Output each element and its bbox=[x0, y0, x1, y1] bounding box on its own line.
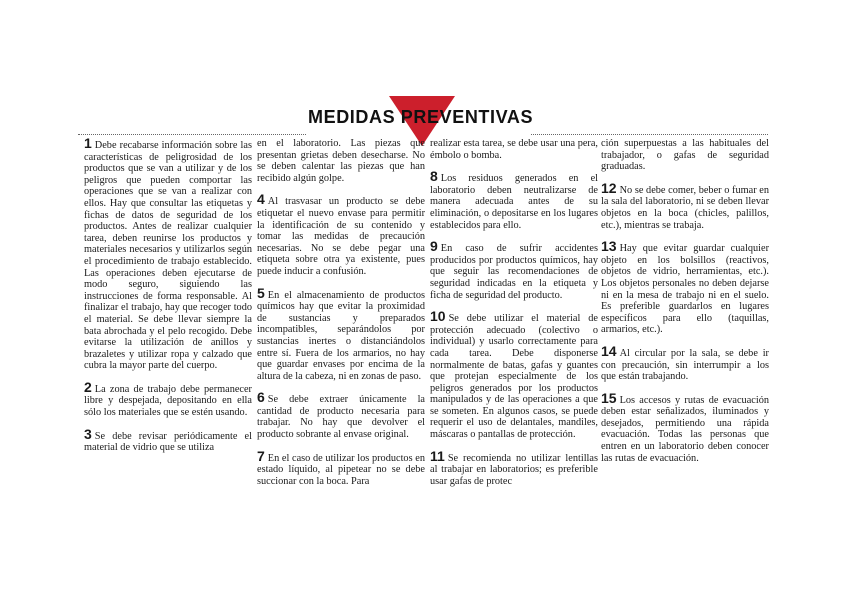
measure-item bbox=[257, 447, 425, 488]
item-text: En el caso de utilizar los productos en estado líquido, al pipetear no se debe succionar con la boca. Para bbox=[257, 452, 425, 487]
item-number: 7 bbox=[257, 447, 265, 464]
page-title: MEDIDAS PREVENTIVAS bbox=[308, 107, 534, 127]
column-3 bbox=[430, 138, 598, 497]
measure-item bbox=[430, 238, 598, 301]
item-text: Los residuos generados en el laboratorio deben neutralizarse de manera adecuada antes de su eliminación, o depositarse en los lugares establecidos para ello. bbox=[430, 173, 598, 231]
item-number: 6 bbox=[257, 389, 265, 406]
item-number: 9 bbox=[430, 238, 438, 255]
item-number: 10 bbox=[430, 308, 446, 325]
measure-item bbox=[601, 389, 769, 465]
dotted-rule-left bbox=[78, 134, 306, 135]
item-number: 11 bbox=[430, 447, 445, 464]
item-text: Al circular por la sala, se debe ir con precaución, sin interrumpir a los que están trabajando. bbox=[601, 347, 769, 383]
measure-item bbox=[601, 179, 769, 231]
measure-item bbox=[257, 389, 425, 441]
continued-text: en el laboratorio. Las piezas que presentan grietas deben desecharse. No se deben calentar las piezas que han recibido algún golpe. bbox=[257, 138, 425, 184]
measure-item bbox=[430, 308, 598, 441]
measure-item bbox=[430, 447, 598, 488]
column-2 bbox=[257, 138, 425, 497]
item-text: Al trasvasar un producto se debe etiquetar el nuevo envase para permitir la identificación de su contenido y tomar las medidas de precaución necesarias. No se debe pegar una etiqueta sobre otra ya existente, pues puede inducir a confusión. bbox=[257, 196, 425, 277]
dotted-rule-right bbox=[531, 134, 768, 135]
item-text: Se recomienda no utilizar lentillas al trabajar en laboratorios; es preferible usar gafas de protec bbox=[430, 452, 598, 487]
item-text: En caso de sufrir accidentes producidos por productos químicos, hay que seguir las recomendaciones de seguridad indicadas en la etiqueta y ficha de seguridad del producto. bbox=[430, 243, 598, 301]
measure-item bbox=[84, 135, 252, 372]
item-number: 13 bbox=[601, 238, 617, 255]
continued-text: ción superpuestas a las habituales del trabajador, o gafas de seguridad graduadas. bbox=[601, 138, 769, 173]
item-number: 14 bbox=[601, 342, 617, 359]
measure-item bbox=[430, 168, 598, 231]
measure-item bbox=[601, 342, 769, 383]
item-number: 1 bbox=[84, 135, 92, 151]
item-text: Debe recabarse información sobre las características de peligrosidad de los productos que se van a utilizar y de los peligros que pueden comportar las operaciones que se van a realizar con ellos. Hay que consultar las etiquetas y fichas de datos de seguridad de los productos. Antes de realizar cualquier tarea, deben reunirse los productos y materiales necesarios y utilizarlos según el procedimiento de trabajo establecido. Las operaciones deben ejecutarse de modo seguro, siguiendo las instrucciones de forma responsable. Al finalizar el trabajo, hay que recoger todo el material. Se debe llevar siempre la bata abrochada y el pelo recogido. Debe evitarse la utilización de anillos y brazaletes y utilizar ropa y calzado que cubra la mayor parte del cuerpo. bbox=[84, 140, 252, 372]
item-text: Se debe revisar periódicamente el material de vidrio que se utiliza bbox=[84, 430, 252, 454]
item-number: 8 bbox=[430, 168, 438, 185]
item-text: Hay que evitar guardar cualquier objeto en los bolsillos (reactivos, objetos de vidrio, herramientas, etc.). Los objetos personales no deben dejarse ni en la mesa de trabajo ni en el suelo. Es preferible guardarlos en lugares específicos para ello (taquillas, armarios, etc.). bbox=[601, 243, 769, 336]
measure-item bbox=[257, 284, 425, 383]
column-4 bbox=[601, 138, 769, 474]
item-text: Los accesos y rutas de evacuación deben estar señalizados, iluminados y desejados, permitiendo una rápida evacuación. Todas las personas que entren en un laboratorio deben conocer las rutas de evacuación. bbox=[601, 394, 769, 464]
item-number: 3 bbox=[84, 425, 92, 442]
measure-item bbox=[84, 425, 252, 454]
measure-item bbox=[601, 238, 769, 336]
item-text: En el almacenamiento de productos químicos hay que evitar la proximidad de sustancias y preparados incompatibles, separándolos por sustancias inertes o distanciándolos entre sí. Fuera de los armarios, no hay que guardar envases por encima de la altura de la cabeza, ni en zonas de paso. bbox=[257, 289, 425, 382]
item-number: 2 bbox=[84, 378, 92, 395]
item-text: Se debe extraer únicamente la cantidad de producto necesaria para trabajar. No hay que devolver el producto sobrante al envase original. bbox=[257, 394, 425, 441]
measure-item bbox=[84, 378, 252, 419]
item-number: 12 bbox=[601, 179, 617, 196]
measure-item bbox=[257, 191, 425, 277]
column-1 bbox=[84, 135, 252, 464]
item-text: Se debe utilizar el material de protección adecuado (colectivo o individual) y usarlo correctamente para cada tarea. Debe disponerse normalmente de batas, gafas y guantes que protejan especialmente de los peligros generados por los productos manipulados y de las operaciones a que se someten. En algunos casos, se puede requerir el uso de delantales, mandiles, máscaras o pantallas de protección. bbox=[430, 313, 598, 441]
item-number: 4 bbox=[257, 191, 265, 208]
item-number: 15 bbox=[601, 389, 617, 406]
continued-text: realizar esta tarea, se debe usar una pera, émbolo o bomba. bbox=[430, 138, 598, 161]
item-text: La zona de trabajo debe permanecer libre y despejada, depositando en ella sólo los materiales que se estén usando. bbox=[84, 383, 252, 419]
item-number: 5 bbox=[257, 284, 265, 301]
item-text: No se debe comer, beber o fumar en la sala del laboratorio, ni se deben llevar objetos en la boca (chicles, palillos, etc.), mientras se trabaja. bbox=[601, 184, 769, 231]
